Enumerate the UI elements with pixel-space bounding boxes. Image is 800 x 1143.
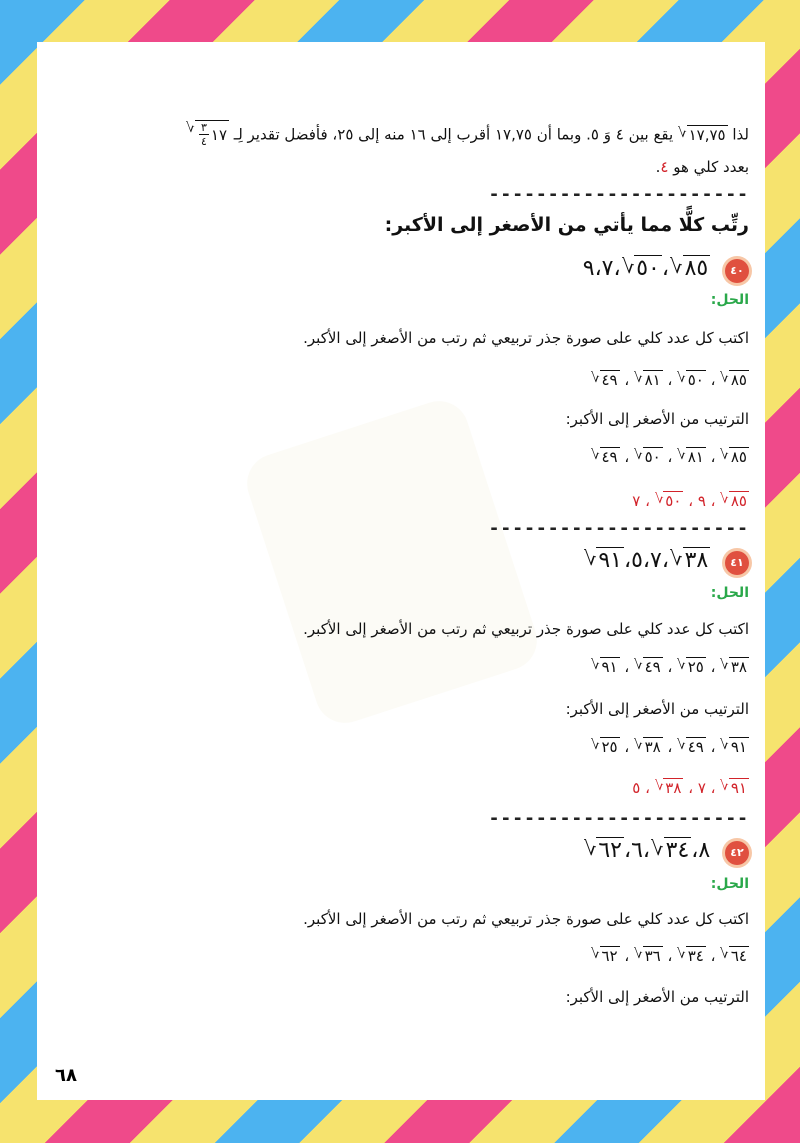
- radical-icon: √: [720, 657, 729, 673]
- comma: ،: [662, 738, 678, 756]
- radical-icon: √: [650, 837, 664, 860]
- radical: [669, 547, 710, 574]
- radical-icon: √: [590, 657, 600, 673]
- radicand: ٨١: [687, 448, 704, 466]
- instruction: اكتب كل عدد كلي على صورة جذر تربيعي ثم رتب من الأصغر إلى الأكبر.: [303, 620, 749, 638]
- problem-number-badge: ٤١: [725, 551, 749, 575]
- radicand: ٩١: [730, 779, 747, 797]
- radical-icon: √: [634, 946, 643, 962]
- intro-answer: ٤: [660, 158, 669, 176]
- page-content: [37, 42, 765, 1100]
- radical: [720, 657, 749, 676]
- problem-items: [583, 256, 710, 281]
- radical: [677, 946, 706, 965]
- comma: ،: [623, 838, 632, 863]
- number: ٥: [632, 779, 641, 797]
- comma: ،: [705, 947, 721, 965]
- radical-icon: √: [668, 547, 683, 570]
- number: ٧: [650, 548, 662, 573]
- radical: [634, 946, 663, 965]
- page-sheet: [37, 42, 765, 1100]
- comma: ،: [594, 256, 602, 281]
- radical-icon: √: [582, 547, 597, 570]
- radicand: ٩١: [598, 548, 622, 573]
- order-label: الترتيب من الأصغر إلى الأكبر:: [565, 988, 749, 1006]
- radical: [655, 491, 684, 510]
- intro-radicand: ١٧,٧٥: [688, 125, 726, 144]
- radicand: ٢٥: [687, 658, 704, 676]
- radical: [591, 370, 620, 389]
- comma: ،: [619, 947, 635, 965]
- order-label: الترتيب من الأصغر إلى الأكبر:: [565, 700, 749, 718]
- radicand: ٥٠: [687, 371, 704, 389]
- radical-icon: √: [590, 370, 600, 386]
- radicand: ٢٥: [601, 738, 618, 756]
- radicand: ٣٦: [644, 947, 661, 965]
- radical-icon: √: [634, 447, 643, 463]
- comma: ،: [662, 947, 678, 965]
- radical: [720, 447, 749, 466]
- separator-2: ----------------------: [488, 518, 749, 539]
- radicand: ٦٤: [730, 947, 747, 965]
- number: ٧: [601, 256, 614, 281]
- radicand: ٨٥: [730, 371, 747, 389]
- comma: ،: [683, 779, 698, 797]
- intro-mixed-radical: [186, 120, 229, 148]
- radical: [720, 370, 749, 389]
- page-number: ٦٨: [55, 1065, 77, 1086]
- comma: ،: [705, 658, 721, 676]
- roots-list: [53, 946, 749, 965]
- number: ٧: [632, 492, 641, 510]
- comma: ،: [642, 548, 651, 573]
- problem-items: [583, 838, 710, 863]
- radical: [591, 946, 620, 965]
- solution-label: الحل:: [710, 585, 749, 601]
- comma: ،: [691, 838, 699, 863]
- number: ٨: [698, 838, 711, 863]
- radical-icon: √: [720, 447, 729, 463]
- separator-3: ----------------------: [488, 808, 749, 829]
- radicand: ٨٥: [730, 448, 747, 466]
- final-answer: [53, 491, 749, 510]
- radical-icon: √: [677, 737, 686, 753]
- problem-number-badge: ٤٠: [725, 259, 749, 283]
- radical: [621, 255, 662, 282]
- number: ٥: [631, 548, 643, 573]
- comma: ،: [662, 371, 678, 389]
- ordered-roots: [53, 447, 749, 466]
- radicand: ٤٩: [644, 658, 661, 676]
- instruction: اكتب كل عدد كلي على صورة جذر تربيعي ثم رتب من الأصغر إلى الأكبر.: [303, 329, 749, 347]
- radical-icon: √: [720, 491, 729, 507]
- radical-icon: √: [654, 491, 664, 507]
- mixed-whole: ١٧: [210, 125, 228, 144]
- comma: ،: [662, 448, 678, 466]
- comma: ،: [619, 658, 635, 676]
- comma: ،: [619, 371, 635, 389]
- radical-icon: √: [634, 370, 643, 386]
- radicand: ٣٨: [644, 738, 661, 756]
- comma: ،: [619, 738, 635, 756]
- radical: [720, 491, 749, 510]
- comma: ،: [705, 492, 721, 510]
- problem-number-badge: ٤٢: [725, 841, 749, 865]
- section-heading: رتِّب كلًّا مما يأتي من الأصغر إلى الأكبر:: [384, 214, 749, 236]
- radical-icon: √: [677, 447, 686, 463]
- mixed-fraction: [199, 121, 209, 148]
- intro-radical: [678, 125, 728, 144]
- radicand: ٤٩: [687, 738, 704, 756]
- radical-icon: √: [634, 737, 643, 753]
- separator-1: ----------------------: [488, 184, 749, 205]
- radical-icon: √: [590, 946, 600, 962]
- radical: [634, 657, 663, 676]
- intro-line2-text: بعدد كلي هو: [673, 158, 749, 176]
- radical-icon: √: [677, 946, 686, 962]
- radical-icon: √: [677, 370, 686, 386]
- solution-label: الحل:: [710, 292, 749, 308]
- radicand: ٦٢: [598, 838, 622, 863]
- radical-icon: √: [720, 737, 729, 753]
- problem-42: [53, 837, 749, 865]
- intro-line-1: [53, 120, 749, 148]
- intro-line-2: [53, 158, 749, 176]
- radical-icon: √: [668, 255, 683, 278]
- radical: [650, 837, 691, 864]
- radicand: ٣٨: [730, 658, 747, 676]
- radicand: ٥٠: [665, 492, 682, 510]
- number: ٦: [631, 838, 643, 863]
- mixed-numerator: ٣: [200, 121, 207, 134]
- comma: ،: [683, 492, 698, 510]
- radical: [677, 447, 706, 466]
- radicand: ٣٤: [687, 947, 704, 965]
- radicand: ٥٠: [636, 256, 660, 281]
- radicand: ٣٨: [665, 779, 682, 797]
- radicand: ٤٩: [601, 448, 618, 466]
- intro-period: .: [655, 158, 661, 176]
- radical-icon: √: [620, 255, 635, 278]
- radical-icon: √: [582, 837, 597, 860]
- comma: ،: [640, 779, 655, 797]
- radical-icon: √: [590, 447, 600, 463]
- radical-icon: √: [677, 124, 687, 141]
- order-label: الترتيب من الأصغر إلى الأكبر:: [565, 410, 749, 428]
- comma: ،: [661, 256, 669, 281]
- radicand: ٨١: [644, 371, 661, 389]
- radical: [655, 778, 684, 797]
- radical-icon: √: [590, 737, 600, 753]
- solution-label: الحل:: [710, 876, 749, 892]
- radical-icon: √: [677, 657, 686, 673]
- mixed-denominator: ٤: [200, 135, 207, 149]
- comma: ،: [642, 838, 651, 863]
- radical: [634, 737, 663, 756]
- radical: [634, 447, 663, 466]
- radicand: ٨٥: [684, 256, 709, 281]
- radical: [720, 946, 749, 965]
- radical-icon: √: [720, 946, 729, 962]
- radical-icon: √: [654, 778, 664, 794]
- comma: ،: [623, 548, 632, 573]
- comma: ،: [705, 448, 721, 466]
- final-answer: [53, 778, 749, 797]
- radicand: ٣٤: [665, 838, 690, 863]
- radical: [591, 657, 620, 676]
- radicand: ٦٢: [601, 947, 618, 965]
- radical-icon: √: [186, 120, 195, 136]
- radical: [669, 255, 710, 282]
- radical-icon: √: [720, 778, 729, 794]
- comma: ،: [705, 738, 721, 756]
- radical-icon: √: [634, 657, 643, 673]
- radical: [677, 737, 706, 756]
- number: ٩: [697, 492, 706, 510]
- roots-list: [53, 370, 749, 389]
- radicand: ٩١: [730, 738, 747, 756]
- intro-start: لذا: [732, 125, 749, 144]
- radical: [677, 657, 706, 676]
- radical: [583, 547, 624, 574]
- problem-items: [583, 548, 710, 573]
- radicand: ٣٨: [684, 548, 709, 573]
- number: ٩: [582, 256, 595, 281]
- ordered-roots: [53, 737, 749, 756]
- intro-rest: يقع بين ٤ وَ ٥. وبما أن ١٧,٧٥ أقرب إلى ١٦ منه إلى ٢٥، فأفضل تقدير لِـ: [233, 125, 674, 144]
- comma: ،: [619, 448, 635, 466]
- radical: [591, 737, 620, 756]
- comma: ،: [613, 256, 621, 281]
- radicand: ٩١: [601, 658, 618, 676]
- radicand: ٤٩: [601, 371, 618, 389]
- radical: [720, 778, 749, 797]
- comma: ،: [705, 371, 721, 389]
- instruction: اكتب كل عدد كلي على صورة جذر تربيعي ثم رتب من الأصغر إلى الأكبر.: [303, 910, 749, 928]
- problem-41: [53, 547, 749, 575]
- radical: [720, 737, 749, 756]
- radical: [583, 837, 624, 864]
- problem-40: [53, 255, 749, 283]
- number: ٧: [697, 779, 706, 797]
- radicand: ٥٠: [644, 448, 661, 466]
- radical: [634, 370, 663, 389]
- comma: ،: [705, 779, 721, 797]
- comma: ،: [640, 492, 655, 510]
- radical: [591, 447, 620, 466]
- radical-icon: √: [720, 370, 729, 386]
- comma: ،: [661, 548, 669, 573]
- radicand: ٨٥: [730, 492, 747, 510]
- comma: ،: [662, 658, 678, 676]
- radical: [677, 370, 706, 389]
- roots-list: [53, 657, 749, 676]
